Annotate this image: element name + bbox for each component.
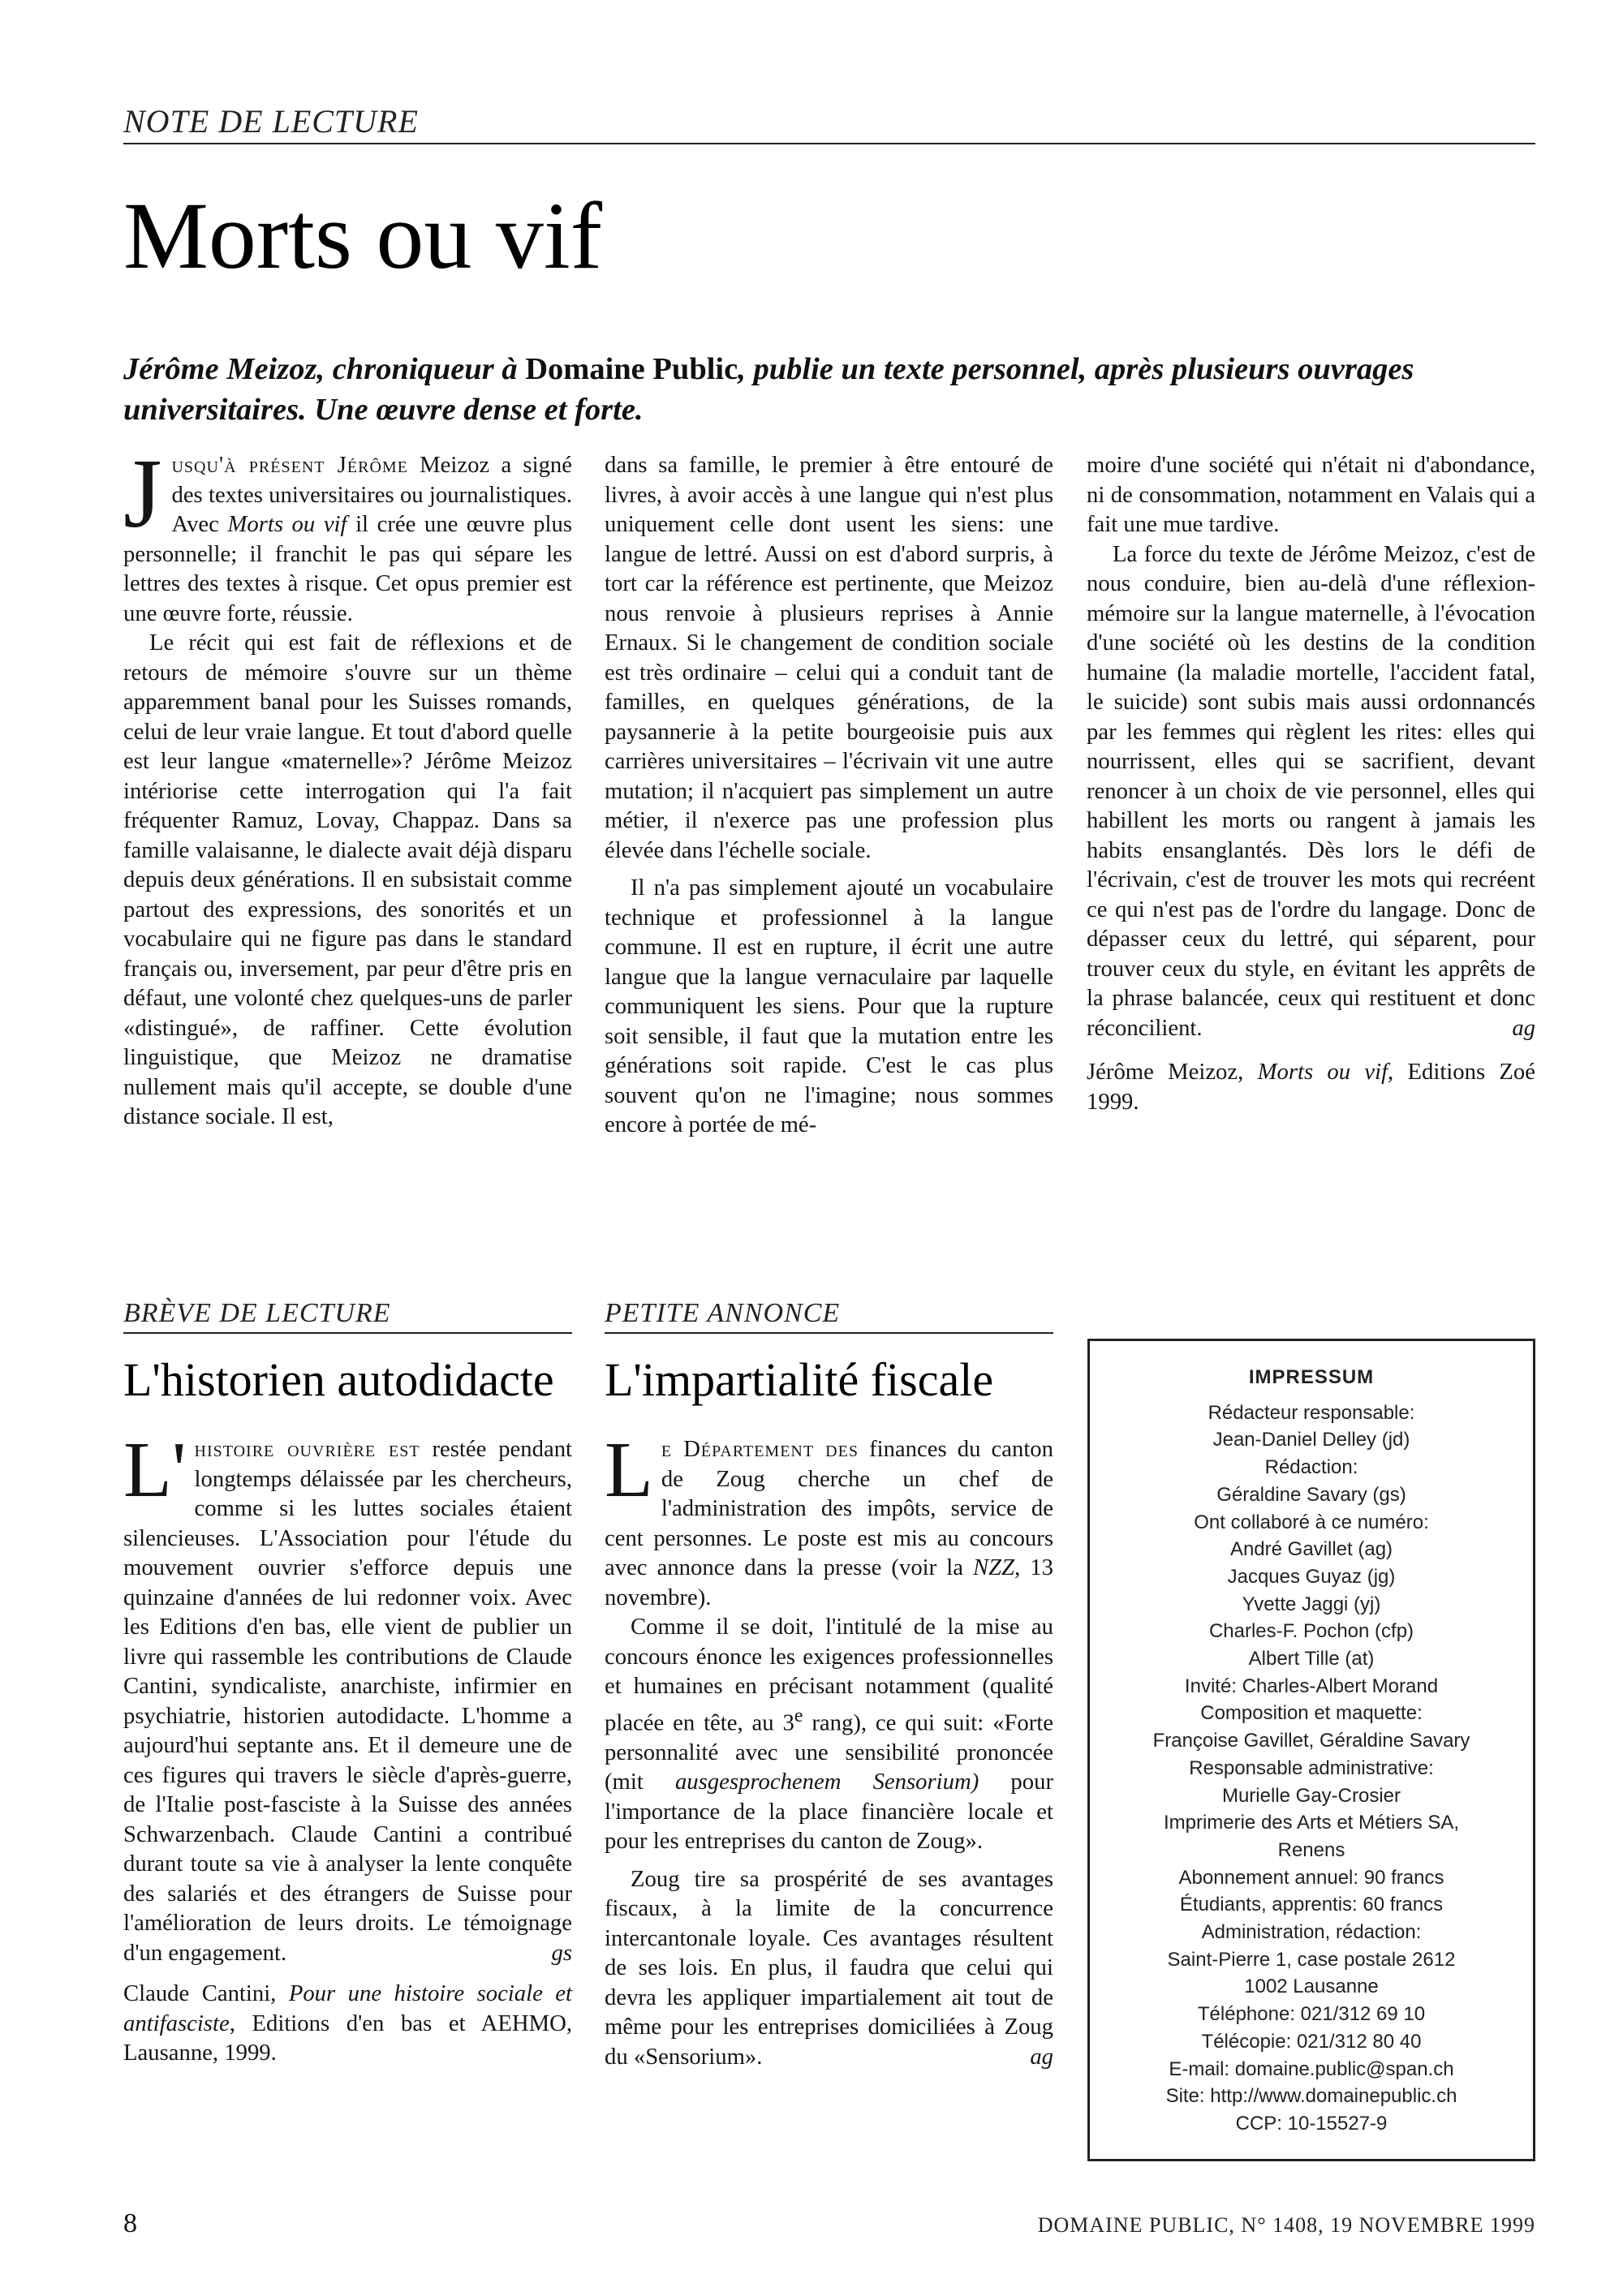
breve-title: L'historien autodidacte	[123, 1353, 554, 1406]
author-signature: gs	[551, 1939, 572, 1966]
impressum-line: André Gavillet (ag)	[1229, 1538, 1393, 1561]
paragraph: L' histoire ouvrière est restée pendant longtemps délaissée par les chercheurs, comme si les luttes sociales étaient silencieuses. L'Association pour l'étude du mouvement ouvrier s'efforce depuis une quinzaine d'années de lui redonner voix. Avec les Editions d'en bas, elle vient de publier un livre qui rassemble les contributions de Claude Cantini, syndicaliste, anarchiste, infirmier en psychiatrie, historien autodidacte. L'homme a aujourd'hui septante ans. Et il demeure une de ces figures qui travers le siècle d'après-guerre, de l'Italie post-fasciste à la Suisse des années Schwarzenbach. Claude Cantini a contribué durant toute sa vie à analyser la lente conquête des salariés et des étrangers de Suisse pour l'amélioration de leurs droits. Le témoignage d'un engagement. gs	[123, 1434, 572, 1967]
drop-cap: L'	[123, 1426, 187, 1514]
paragraph: Zoug tire sa prospérité de ses avantages fiscaux, à la limite de la concurrence intercantonale loyale. Ces avantages résultent de ses lois. En plus, il faudra que celui qui devra les appliquer impartialement ait tout de même pour les entreprises domiciliées à Zoug du «Sensorium». ag	[605, 1864, 1053, 2072]
impressum-line: Administration, rédaction:	[1201, 1921, 1422, 1944]
breve-kicker: BRÈVE DE LECTURE	[123, 1298, 391, 1328]
drop-cap: J	[123, 439, 162, 548]
paragraph: Jusqu'à présent Jérôme Meizoz a signé des textes universitaires ou journalistiques. Avec Morts ou vif il crée une œuvre plus personnelle; il franchit le pas qui sépare les lettres des textes à risque. Cet opus premier est une œuvre forte, réussie.	[123, 439, 572, 626]
lead-in: usqu'à présent Jérôme	[171, 452, 408, 478]
impressum-line: Abonnement annuel: 90 francs	[1178, 1866, 1444, 1889]
paragraph: Le récit qui est fait de réflexions et de retours de mémoire s'ouvre sur un thème apparemment banal pour les Suisses romands, celui de leur vraie langue. Et tout d'abord quelle est leur langue «maternelle»? Jérôme Meizoz intériorise cette interrogation qui l'a fait fréquenter Ramuz, Lovay, Chappaz. Dans sa famille valaisanne, le dialecte avait déjà disparu depuis deux générations. Il en subsistait comme partout des expressions, des sonorités et un vocabulaire qui ne figure pas dans le standard français ou, inversement, par peur d'être pris en défaut, une volonté chez quelques-uns de parler «distingué», de raffiner. Cette évolution linguistique, que Meizoz ne dramatise nullement mais qu'il accepte, se double d'une distance sociale. Il est,	[123, 630, 572, 1129]
impressum-line: Charles-F. Pochon (cfp)	[1208, 1620, 1414, 1643]
impressum-line: Téléphone: 021/312 69 10	[1197, 2003, 1426, 2026]
impressum-line: Responsable administrative:	[1189, 1756, 1434, 1779]
section-kicker: NOTE DE LECTURE	[123, 103, 419, 140]
impressum-line: Yvette Jaggi (yj)	[1242, 1593, 1381, 1615]
impressum-line: Composition et maquette:	[1200, 1702, 1423, 1725]
lead-in: histoire ouvrière est	[194, 1436, 420, 1462]
impressum-title: IMPRESSUM	[1248, 1366, 1375, 1388]
impressum-line: Françoise Gavillet, Géraldine Savary	[1152, 1730, 1470, 1752]
book-title: Morts ou vif	[227, 511, 347, 537]
annonce-kicker: PETITE ANNONCE	[605, 1298, 841, 1328]
article-lede	[123, 349, 1503, 430]
impressum-box	[1087, 1339, 1535, 2161]
impressum-line: Renens	[1277, 1838, 1345, 1861]
author-signature: ag	[1512, 1014, 1535, 1041]
impressum-line: Télécopie: 021/312 80 40	[1201, 2030, 1422, 2053]
paragraph: Il n'a pas simplement ajouté un vocabulaire technique et professionnel à la langue commune. Il est en rupture, il écrit une autre langue que la langue vernaculaire par laquelle communiquent les siens. Pour que la rupture soit sensible, il faut que la mutation entre les générations soit rapide. C'est le cas plus souvent qu'on ne l'imagine; nous sommes encore à portée de mé-	[605, 875, 1053, 1137]
paragraph: moire d'une société qui n'était ni d'abondance, ni de consommation, notamment en Valais qui a fait une mue tardive.	[1087, 452, 1535, 537]
paragraph: La force du texte de Jérôme Meizoz, c'est de nous conduire, bien au-delà d'une réflexion-mémoire sur la langue maternelle, à l'évocation d'une société où les destins de la condition humaine (la maladie mortelle, l'accident fatal, le suicide) sont subis mais aussi ordonnancés par les femmes qui règlent les rites: elles qui nourrissent, elles qui se sacrifient, devant renoncer à un choix de vie personnel, elles qui habillent les morts ou rangent à jamais les habits ensanglantés. Dès lors le défi de l'écrivain, c'est de trouver les mots qui recréent ce qui n'est pas de l'ordre du langage. Donc de dépasser ceux du lettré, qui séparent, pour trouver ceux du style, en évitant les apprêts de la phrase balancée, ceux qui restituent et donc réconcilient. ag	[1087, 540, 1535, 1043]
impressum-line: Étudiants, apprentis: 60 francs	[1179, 1894, 1444, 1916]
paragraph: Comme il se doit, l'intitulé de la mise au concours énonce les exigences professionnelles et humaines en précisant notamment (qualité placée en tête, au 3e rang), ce qui suit: «Forte personnalité avec une sensibilité prononcée (mit ausgesprochenem Sensorium) pour l'importance de la place financière locale et pour les entreprises du canton de Zoug».	[605, 1614, 1054, 1855]
article-column-1	[123, 439, 572, 1245]
lede-text: Jérôme Meizoz, chroniqueur à	[123, 352, 526, 386]
breve-column	[123, 1426, 573, 2165]
impressum-line: CCP: 10-15527-9	[1235, 2112, 1388, 2135]
section-rule	[123, 143, 1535, 144]
paragraph: Le Département des finances du canton de Zoug cherche un chef de l'administration des impôts, service de cent personnes. Le poste est mis au concours avec annonce dans la presse (voir la NZZ, 13 novembre).	[605, 1426, 1054, 1610]
annonce-rule	[605, 1332, 1053, 1334]
book-reference: Claude Cantini, Pour une histoire sociale et antifasciste, Editions d'en bas et AEHMO, Lausanne, 1999.	[123, 1980, 572, 2066]
impressum-line: Invité: Charles-Albert Morand	[1184, 1675, 1439, 1697]
lead-in: e Département des	[661, 1436, 859, 1462]
lede-publication: Domaine Public	[525, 352, 738, 386]
annonce-column	[605, 1426, 1054, 2165]
article-column-3	[1087, 450, 1535, 1245]
impressum-line: Imprimerie des Arts et Métiers SA,	[1163, 1812, 1460, 1834]
impressum-line: Jean-Daniel Delley (jd)	[1212, 1429, 1410, 1451]
impressum-line: Albert Tille (at)	[1248, 1648, 1375, 1670]
impressum-line: Rédaction:	[1264, 1456, 1358, 1479]
paragraph: dans sa famille, le premier à être entouré de livres, à avoir accès à une langue qui n'est plus uniquement celle dont usent les siens: une langue de lettré. Aussi on est d'abord surpris, à tort car la référence est pertinente, que Meizoz nous renvoie à plusieurs reprises à Annie Ernaux. Si le changement de condition sociale est très ordinaire – celui qui a conduit tant de familles, en quelques générations, de la paysannerie à la petite bourgeoisie puis aux carrières universitaires – l'écrivain vit une autre mutation; il n'acquiert pas simplement un autre métier, il n'exerce pas une profession plus élevée dans l'échelle sociale.	[605, 452, 1053, 863]
impressum-line: Murielle Gay-Crosier	[1221, 1784, 1401, 1807]
impressum-line: Rédacteur responsable:	[1208, 1401, 1415, 1424]
impressum-email[interactable]: E-mail: domaine.public@span.ch	[1169, 2057, 1454, 2080]
issue-info: DOMAINE PUBLIC, N° 1408, 19 NOVEMBRE 1999	[1037, 2213, 1535, 2237]
breve-rule	[123, 1332, 572, 1334]
impressum-line: Géraldine Savary (gs)	[1216, 1483, 1406, 1506]
impressum-line: Jacques Guyaz (jg)	[1227, 1565, 1396, 1588]
book-reference: Jérôme Meizoz, Morts ou vif, Editions Zoé 1999.	[1087, 1059, 1535, 1115]
article-column-2	[605, 450, 1053, 1245]
page-number: 8	[123, 2208, 137, 2238]
annonce-title: L'impartialité fiscale	[605, 1353, 994, 1406]
impressum-line: 1002 Lausanne	[1244, 1976, 1379, 1998]
impressum-website[interactable]: Site: http://www.domainepublic.ch	[1165, 2085, 1457, 2108]
article-title: Morts ou vif	[123, 183, 602, 289]
lede-text-2: , publie un texte personnel, après plusieurs ouvrages universitaires. Une œuvre dense et forte.	[123, 352, 1414, 427]
impressum-line: Saint-Pierre 1, case postale 2612	[1167, 1948, 1456, 1971]
impressum-line: Ont collaboré à ce numéro:	[1194, 1511, 1429, 1533]
author-signature: ag	[1030, 2043, 1053, 2070]
drop-cap: L	[605, 1426, 653, 1514]
